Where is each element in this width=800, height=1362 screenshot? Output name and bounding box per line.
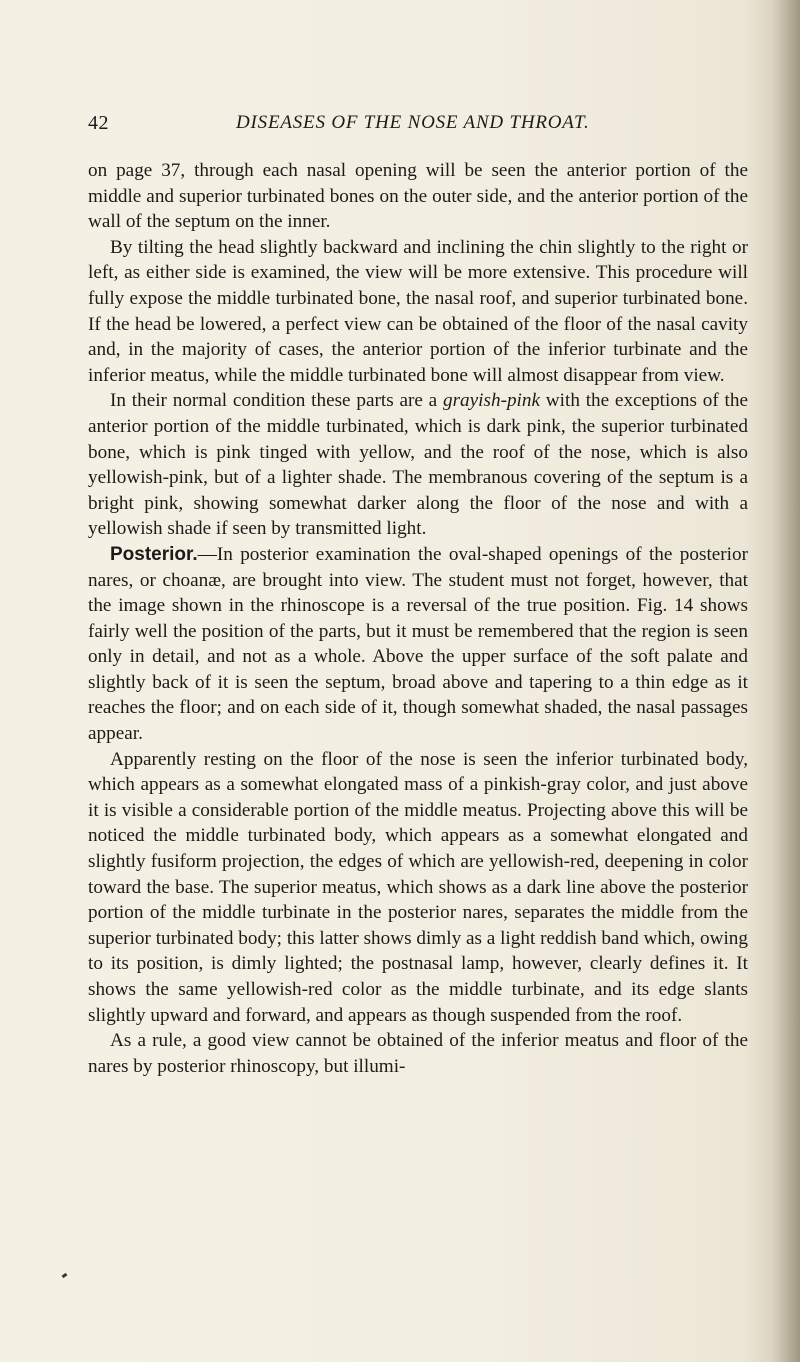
page-gutter-shadow (772, 0, 800, 1362)
paragraph-normal-condition (88, 388, 748, 542)
paragraph-normal-condition-start: In their normal condition these parts are a (110, 390, 443, 412)
paragraph-inferior-turbinated: Apparently resting on the floor of the nose is seen the inferior turbinated body, which appears as a somewhat elongated mass of a pinkish-gray color, and just above it is visible a considerable portion of the middle meatus. Projecting above this will be noticed the middle turbinated body, which appears as a somewhat elongated and slightly fusiform projection, the edges of which are yellowish-red, deepening in color toward the base. The superior meatus, which shows as a dark line above the posterior portion of the middle turbinate in the posterior nares, separates the middle from the superior turbinated body; this latter shows dimly as a light reddish band which, owing to its position, is dimly lighted; the postnasal lamp, however, clearly defines it. It shows the same yellowish-red color as the middle turbinate, and its edge slants slightly upward and forward, and appears as though suspended from the roof. (88, 748, 748, 1026)
section-heading-posterior: Posterior. (110, 543, 198, 565)
running-head (88, 112, 748, 144)
page-number: 42 (88, 112, 109, 134)
stray-ink-mark (62, 1273, 68, 1278)
paragraph-normal-condition-end: with the exceptions of the anterior portion of the middle turbinated, which is dark pink, the superior turbinated bone, which is pink tinged with yellow, and the roof of the nose, which is also yellowish-pink, but of a lighter shade. The membranous covering of the septum is a bright pink, showing somewhat darker along the floor of the nose and with a yellowish shade if seen by transmitted light. (88, 390, 749, 540)
running-head-title: DISEASES OF THE NOSE AND THROAT. (236, 112, 590, 133)
paragraph-posterior-text: —In posterior examination the oval-shaped openings of the posterior nares, or choanæ, are brought into view. The student must not forget, however, that the image shown in the rhinoscope is a reversal of the true position. Fig. 14 shows fairly well the position of the parts, but it must be remembered that the region is seen only in detail, and not as a whole. Above the upper surface of the soft palate and slightly back of it is seen the septum, broad above and tapering to a thin edge as it reaches the floor; and on each side of it, though somewhat shaded, the nasal passages appear. (88, 543, 748, 745)
paragraph-continuation: on page 37, through each nasal opening will be seen the anterior portion of the middle and superior turbinated bones on the outer side, and the anterior portion of the wall of the septum on the inner. (88, 160, 748, 233)
paragraph-as-a-rule: As a rule, a good view cannot be obtained of the inferior meatus and floor of the nares by posterior rhinoscopy, but illumi- (88, 1030, 748, 1077)
italic-term: grayish-pink (443, 390, 540, 412)
paragraph-posterior (88, 542, 748, 747)
paragraph-tilting-head: By tilting the head slightly backward and inclining the chin slightly to the right or left, as either side is examined, the view will be more extensive. This procedure will fully expose the middle turbinated bone, the nasal roof, and superior turbinated bone. If the head be lowered, a perfect view can be obtained of the floor of the nasal cavity and, in the majority of cases, the anterior portion of the inferior turbinate and the inferior meatus, while the middle turbinated bone will almost disappear from view. (88, 236, 748, 386)
body-text (88, 158, 748, 1079)
